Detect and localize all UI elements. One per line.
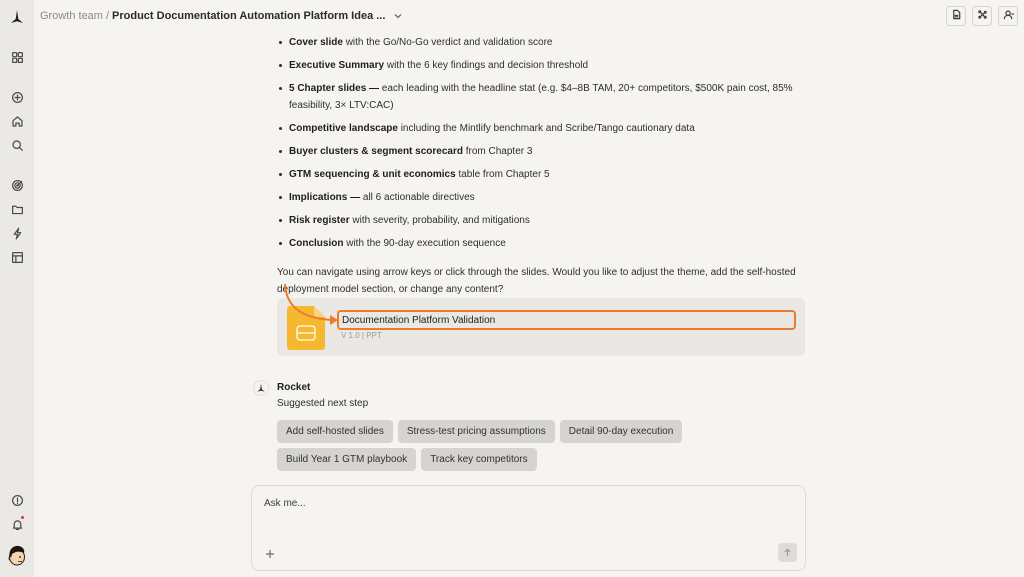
- add-user-button[interactable]: [998, 6, 1018, 26]
- info-icon[interactable]: [9, 492, 25, 508]
- apps-grid-icon[interactable]: [9, 49, 25, 65]
- suggestion-chip-add-self-hosted-slides[interactable]: Add self-hosted slides: [277, 420, 393, 443]
- home-icon[interactable]: [9, 113, 25, 129]
- send-button[interactable]: [778, 543, 797, 562]
- list-item: Risk register with severity, probability, and mitigations: [277, 212, 807, 229]
- chat-input[interactable]: [264, 498, 784, 509]
- rocket-avatar-icon: [253, 380, 269, 396]
- new-chat-icon[interactable]: [9, 89, 25, 105]
- attach-button[interactable]: [265, 546, 277, 558]
- closing-paragraph: You can navigate using arrow keys or click through the slides. Would you like to adjust the theme, add the self-hosted deployment model section, or change any content?: [277, 267, 796, 295]
- target-icon[interactable]: [9, 177, 25, 193]
- file-meta: V 1.0 | PPT: [341, 331, 382, 340]
- rocket-name: Rocket: [277, 382, 311, 393]
- suggested-next-step-label: Suggested next step: [277, 398, 369, 409]
- bell-icon[interactable]: [9, 516, 25, 532]
- document-button[interactable]: [946, 6, 966, 26]
- search-icon[interactable]: [9, 137, 25, 153]
- assistant-message: [277, 32, 807, 298]
- user-avatar[interactable]: [6, 543, 28, 567]
- top-header: [34, 0, 1024, 32]
- suggestion-chip-detail-90-day-execution[interactable]: Detail 90-day execution: [560, 420, 683, 443]
- header-actions: [946, 6, 1018, 26]
- suggestion-chip-build-gtm-playbook[interactable]: Build Year 1 GTM playbook: [277, 448, 416, 471]
- suggestion-chip-stress-test-pricing[interactable]: Stress-test pricing assumptions: [398, 420, 555, 443]
- slide-list: [277, 34, 807, 252]
- suggestion-chip-track-competitors[interactable]: Track key competitors: [421, 448, 536, 471]
- layout-icon[interactable]: [9, 249, 25, 265]
- rocket-header: [253, 380, 311, 396]
- sidebar: [0, 0, 34, 577]
- document-icon: [951, 7, 962, 25]
- breadcrumb-current: Product Documentation Automation Platform Idea ...: [112, 10, 386, 22]
- rocket-logo-icon[interactable]: [9, 9, 25, 25]
- chat-composer: [251, 485, 806, 571]
- add-user-icon: [1003, 7, 1014, 25]
- breadcrumb-separator: /: [105, 10, 110, 22]
- file-card[interactable]: [277, 298, 805, 356]
- chevron-down-icon[interactable]: [393, 11, 403, 21]
- list-item: Executive Summary with the 6 key findings and decision threshold: [277, 57, 807, 74]
- suggestion-chips: [277, 420, 717, 471]
- list-item: Buyer clusters & segment scorecard from Chapter 3: [277, 143, 807, 160]
- list-item: Cover slide with the Go/No-Go verdict and validation score: [277, 34, 807, 51]
- list-item: Implications — all 6 actionable directives: [277, 189, 807, 206]
- breadcrumb-parent[interactable]: Growth team: [40, 10, 103, 22]
- lightning-icon[interactable]: [9, 225, 25, 241]
- share-nodes-icon: [977, 7, 988, 25]
- folder-icon[interactable]: [9, 201, 25, 217]
- presentation-file-icon: [287, 306, 325, 350]
- breadcrumb: [40, 10, 403, 22]
- arrow-up-icon: [783, 544, 792, 562]
- list-item: 5 Chapter slides — each leading with the headline stat (e.g. $4–8B TAM, 20+ competitors, $500K pain cost, 85% feasibility, 3× LTV:CAC): [277, 80, 807, 114]
- share-nodes-button[interactable]: [972, 6, 992, 26]
- plus-icon: [265, 546, 275, 563]
- notification-dot: [21, 516, 24, 519]
- list-item: Competitive landscape including the Mintlify benchmark and Scribe/Tango cautionary data: [277, 120, 807, 137]
- list-item: Conclusion with the 90-day execution sequence: [277, 235, 807, 252]
- list-item: GTM sequencing & unit economics table from Chapter 5: [277, 166, 807, 183]
- file-title[interactable]: Documentation Platform Validation: [337, 310, 796, 330]
